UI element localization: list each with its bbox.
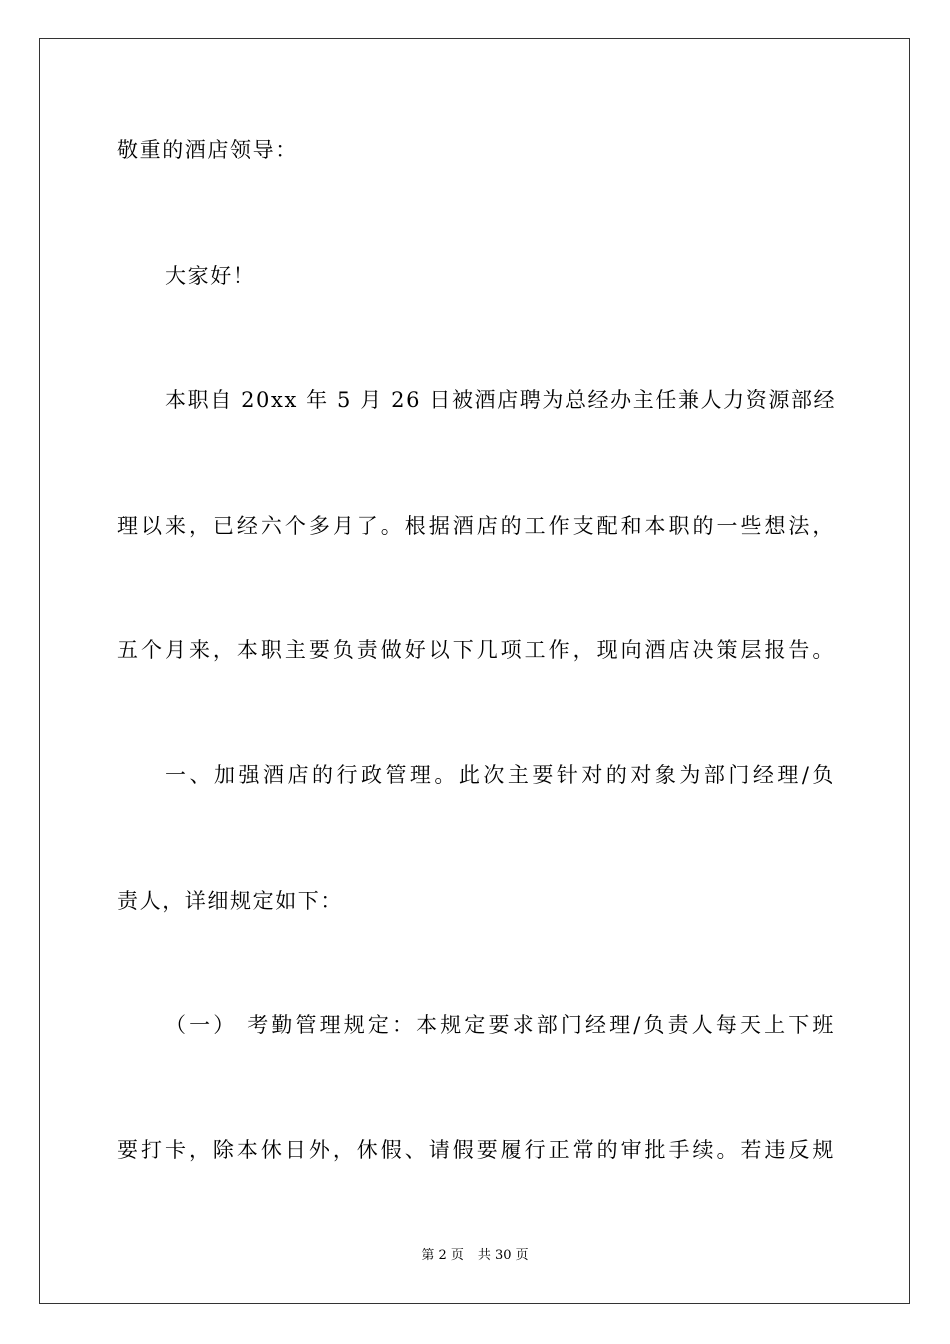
subsection-line: （一） 考勤管理规定：本规定要求部门经理/负责人每天上下班 [165, 1013, 835, 1037]
section-heading-line: 一、加强酒店的行政管理。此次主要针对的对象为部门经理/负 [165, 763, 835, 787]
paragraph-line: 理以来，已经六个多月了。根据酒店的工作支配和本职的一些想法， [117, 514, 835, 538]
paragraph-line: 责人，详细规定如下： [117, 889, 343, 913]
salutation: 敬重的酒店领导： [117, 138, 298, 162]
page-border [39, 38, 910, 1304]
greeting: 大家好！ [165, 264, 256, 288]
paragraph-line: 五个月来，本职主要负责做好以下几项工作，现向酒店决策层报告。 [117, 638, 835, 662]
page-total: 共 30 页 [477, 1248, 529, 1263]
paragraph-line: 要打卡，除本休日外，休假、请假要履行正常的审批手续。若违反规 [117, 1138, 835, 1162]
paragraph-line: 本职自 20xx 年 5 月 26 日被酒店聘为总经办主任兼人力资源部经 [165, 388, 837, 412]
page-number: 第 2 页 [421, 1248, 464, 1263]
page-footer [0, 1248, 950, 1264]
